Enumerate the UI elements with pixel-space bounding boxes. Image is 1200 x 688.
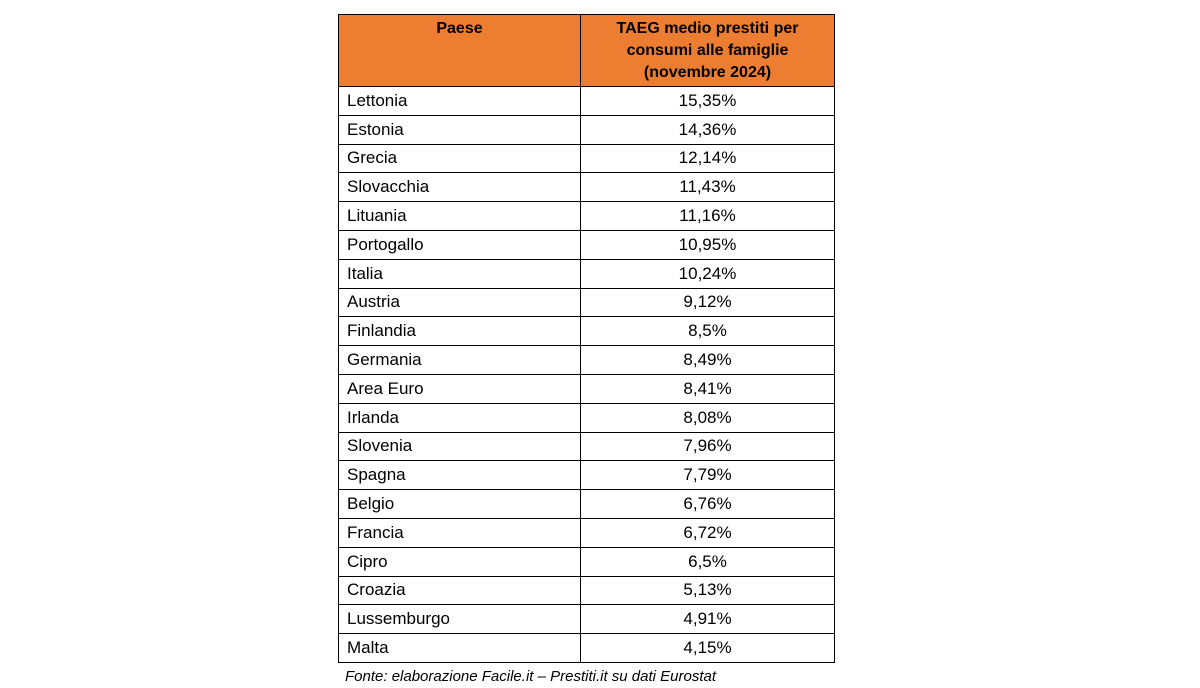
table-row xyxy=(339,259,835,288)
country-cell: Spagna xyxy=(339,461,581,490)
table-row xyxy=(339,605,835,634)
country-cell: Italia xyxy=(339,259,581,288)
table-row xyxy=(339,230,835,259)
country-cell: Francia xyxy=(339,518,581,547)
rate-cell: 7,96% xyxy=(581,432,835,461)
table-row xyxy=(339,403,835,432)
rate-cell: 10,95% xyxy=(581,230,835,259)
table-row xyxy=(339,115,835,144)
table-header-row xyxy=(339,15,835,87)
country-cell: Austria xyxy=(339,288,581,317)
rate-cell: 8,41% xyxy=(581,374,835,403)
country-cell: Area Euro xyxy=(339,374,581,403)
rate-cell: 7,79% xyxy=(581,461,835,490)
country-cell: Grecia xyxy=(339,144,581,173)
header-rate: TAEG medio prestiti per consumi alle famiglie (novembre 2024) xyxy=(581,15,835,87)
rate-cell: 15,35% xyxy=(581,87,835,116)
table-row xyxy=(339,518,835,547)
table-row xyxy=(339,461,835,490)
rates-table xyxy=(338,14,835,663)
table-row xyxy=(339,432,835,461)
table-row xyxy=(339,144,835,173)
table-row xyxy=(339,576,835,605)
country-cell: Belgio xyxy=(339,490,581,519)
rate-cell: 9,12% xyxy=(581,288,835,317)
table-row xyxy=(339,317,835,346)
rate-cell: 8,49% xyxy=(581,346,835,375)
rate-cell: 4,91% xyxy=(581,605,835,634)
country-cell: Finlandia xyxy=(339,317,581,346)
source-note: Fonte: elaborazione Facile.it – Prestiti.it su dati Eurostat xyxy=(345,668,717,685)
country-cell: Portogallo xyxy=(339,230,581,259)
rate-cell: 11,16% xyxy=(581,202,835,231)
table-body xyxy=(339,87,835,663)
table-row xyxy=(339,374,835,403)
country-cell: Lussemburgo xyxy=(339,605,581,634)
country-cell: Lettonia xyxy=(339,87,581,116)
table-row xyxy=(339,288,835,317)
rate-cell: 8,08% xyxy=(581,403,835,432)
table-row xyxy=(339,547,835,576)
country-cell: Croazia xyxy=(339,576,581,605)
rate-cell: 10,24% xyxy=(581,259,835,288)
country-cell: Estonia xyxy=(339,115,581,144)
rate-cell: 6,76% xyxy=(581,490,835,519)
table-row xyxy=(339,87,835,116)
rate-cell: 11,43% xyxy=(581,173,835,202)
country-cell: Cipro xyxy=(339,547,581,576)
rates-table-container xyxy=(338,14,835,663)
country-cell: Lituania xyxy=(339,202,581,231)
rate-cell: 6,72% xyxy=(581,518,835,547)
table-row xyxy=(339,202,835,231)
country-cell: Malta xyxy=(339,634,581,663)
country-cell: Irlanda xyxy=(339,403,581,432)
table-row xyxy=(339,634,835,663)
rate-cell: 8,5% xyxy=(581,317,835,346)
country-cell: Slovacchia xyxy=(339,173,581,202)
country-cell: Slovenia xyxy=(339,432,581,461)
header-country: Paese xyxy=(339,15,581,87)
table-row xyxy=(339,490,835,519)
rate-cell: 4,15% xyxy=(581,634,835,663)
rate-cell: 12,14% xyxy=(581,144,835,173)
table-row xyxy=(339,346,835,375)
rate-cell: 14,36% xyxy=(581,115,835,144)
table-row xyxy=(339,173,835,202)
country-cell: Germania xyxy=(339,346,581,375)
rate-cell: 6,5% xyxy=(581,547,835,576)
rate-cell: 5,13% xyxy=(581,576,835,605)
